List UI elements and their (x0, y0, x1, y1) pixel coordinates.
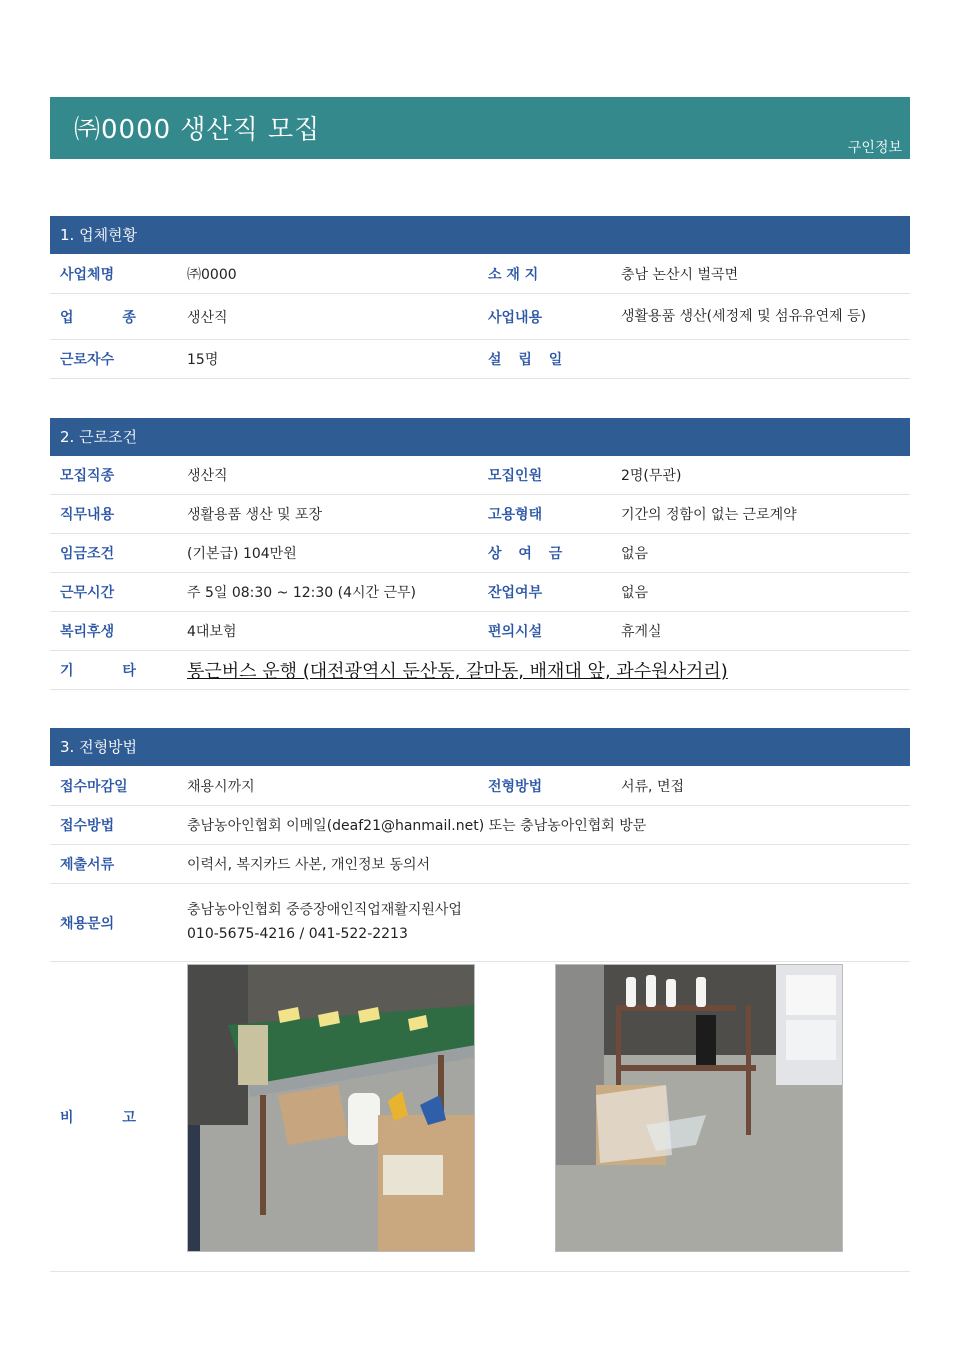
field-label: 설 립 일 (488, 352, 569, 368)
field-value: 15명 (187, 352, 219, 368)
workplace-photo-conveyor (187, 964, 475, 1252)
section-company (50, 216, 910, 379)
photo-illustration (556, 965, 843, 1252)
field-value: 4대보험 (187, 624, 237, 640)
table-row (50, 845, 910, 884)
section-heading: 3. 전형방법 (50, 728, 910, 766)
table-row (50, 573, 910, 612)
field-value: 채용시까지 (187, 778, 255, 795)
field-value: 휴게실 (621, 624, 662, 640)
table-row (50, 612, 910, 651)
field-label: 모집직종 (60, 468, 115, 484)
field-value: 생활용품 생산 및 포장 (187, 507, 323, 523)
field-value: 없음 (621, 585, 649, 601)
field-label: 소 재 지 (488, 266, 539, 283)
field-label: 비 고 (60, 1109, 158, 1126)
table-row (50, 495, 910, 534)
table-row (50, 456, 910, 495)
field-value: 생산직 (187, 309, 228, 326)
field-label: 근무시간 (60, 585, 115, 601)
table-row (50, 254, 910, 294)
table-row (50, 340, 910, 379)
field-value: 충남 논산시 벌곡면 (621, 266, 739, 283)
field-label: 업 종 (60, 309, 158, 326)
table-row (50, 806, 910, 845)
section-selection (50, 728, 910, 1272)
field-value: 이력서, 복지카드 사본, 개인정보 동의서 (187, 857, 431, 873)
field-label: 접수방법 (60, 818, 115, 834)
field-label: 제출서류 (60, 857, 115, 873)
field-label: 잔업여부 (488, 585, 543, 601)
field-label: 복리후생 (60, 624, 115, 640)
page-title: ㈜0000 생산직 모집 (74, 115, 321, 145)
field-label: 채용문의 (60, 915, 115, 932)
field-value: (기본급) 104만원 (187, 546, 297, 562)
table-row (50, 962, 910, 1272)
field-label: 임금조건 (60, 546, 115, 562)
contact-phone: 010-5675-4216 / 041-522-2213 (187, 926, 408, 942)
table-row (50, 294, 910, 340)
field-label: 모집인원 (488, 468, 543, 484)
photo-illustration (188, 965, 475, 1252)
field-value: 서류, 면접 (621, 778, 684, 795)
table-row (50, 884, 910, 962)
section-heading: 2. 근로조건 (50, 418, 910, 456)
field-label: 직무내용 (60, 507, 115, 523)
field-value: 충남농아인협회 중증장애인직업재활지원사업 (187, 902, 462, 918)
field-label: 편의시설 (488, 624, 543, 640)
field-value: 없음 (621, 546, 649, 562)
field-label: 고용형태 (488, 507, 543, 523)
field-value: 생산직 (187, 468, 228, 484)
table-row (50, 766, 910, 806)
field-label: 접수마감일 (60, 778, 128, 795)
field-value: 기간의 정함이 없는 근로계약 (621, 507, 797, 523)
field-value: 충남농아인협회 이메일(deaf21@hanmail.net) 또는 충남농아인협회 방문 (187, 818, 647, 834)
commute-bus-info: 통근버스 운행 (대전광역시 둔산동, 갈마동, 배재대 앞, 과수원사거리) (187, 661, 728, 682)
field-label: 상 여 금 (488, 546, 569, 562)
field-value: 주 5일 08:30 ~ 12:30 (4시간 근무) (187, 585, 417, 601)
field-label: 사업내용 (488, 309, 543, 326)
field-label: 기 타 (60, 663, 158, 679)
field-label: 전형방법 (488, 778, 543, 795)
workplace-photo-cart (555, 964, 843, 1252)
field-value: 2명(무관) (621, 468, 682, 484)
field-value: 생활용품 생산(세정제 및 섬유유연제 등) (621, 308, 867, 324)
title-banner (50, 97, 910, 159)
field-label: 사업체명 (60, 266, 115, 283)
category-tag: 구인정보 (847, 140, 902, 156)
section-heading: 1. 업체현황 (50, 216, 910, 254)
field-label: 근로자수 (60, 352, 115, 368)
table-row (50, 651, 910, 690)
table-row (50, 534, 910, 573)
section-conditions (50, 418, 910, 690)
field-value: ㈜0000 (187, 266, 237, 283)
